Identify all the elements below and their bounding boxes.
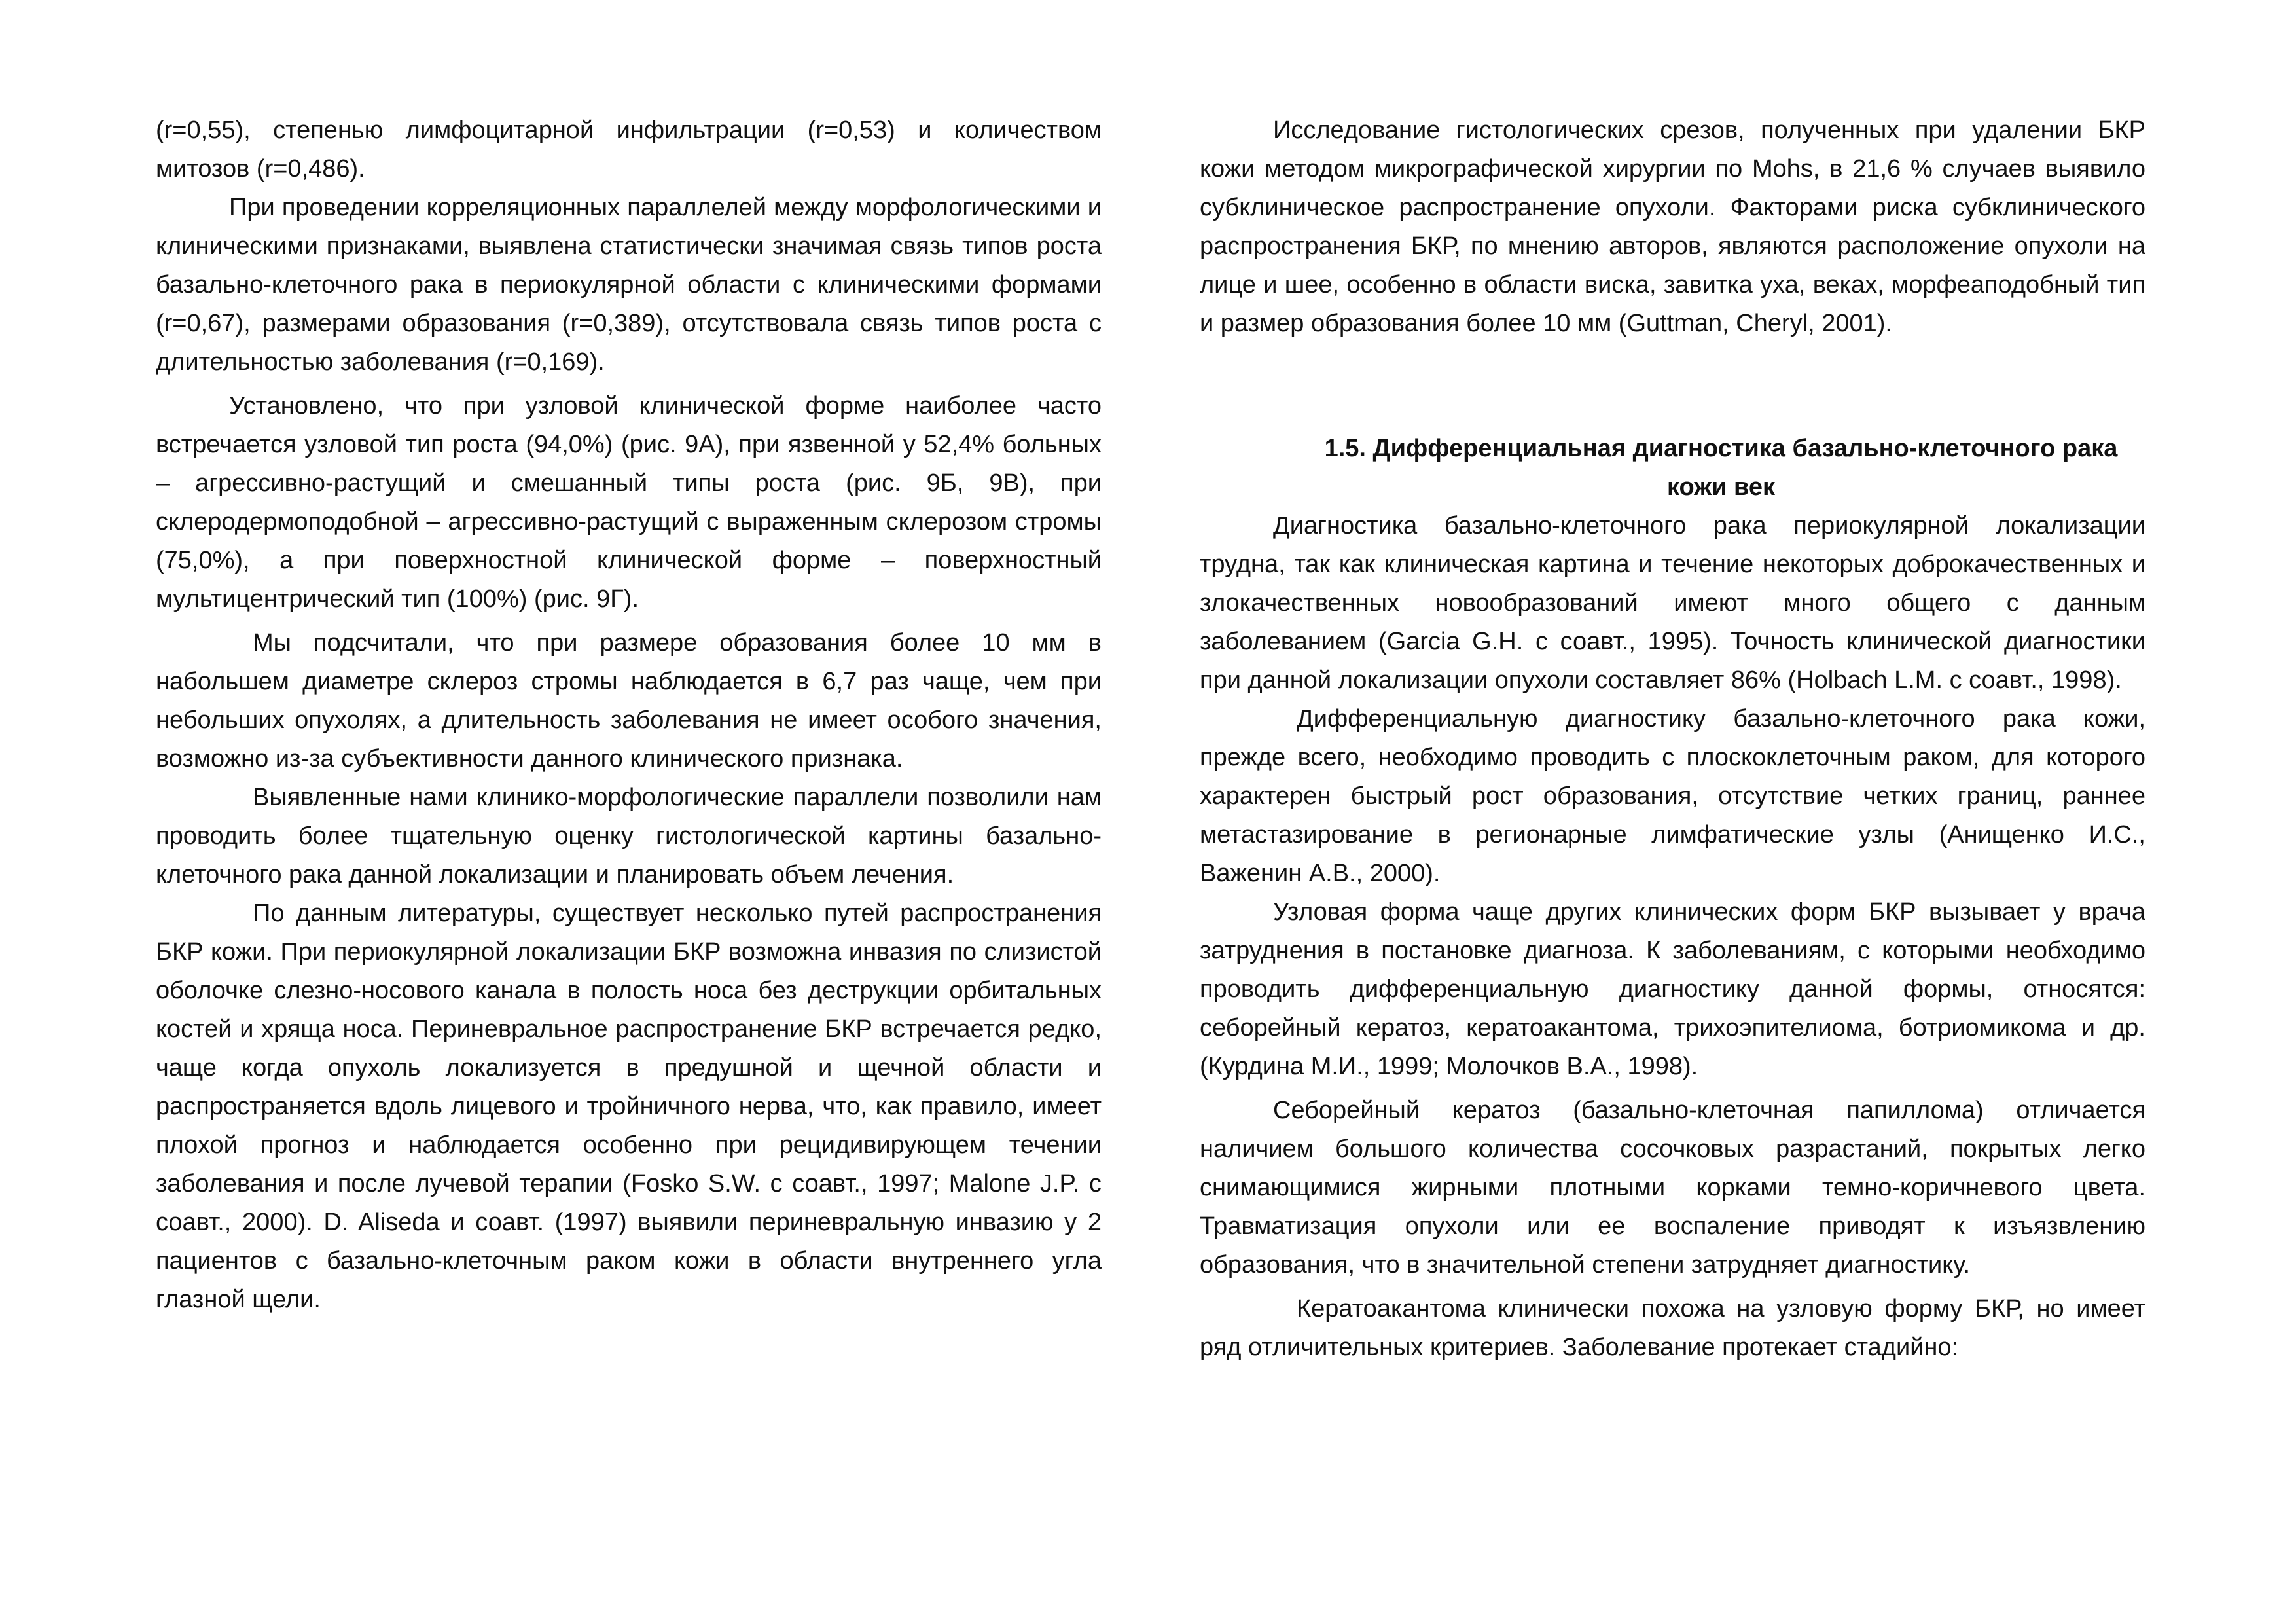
section-heading: 1.5. Дифференциальная диагностика базально-клеточного рака кожи век [1324, 435, 2118, 501]
paragraph: Выявленные нами клинико-морфологические параллели позволили нам проводить более тщательную оценку гистологической картины базально-клеточного рака данной локализации и планировать объем лечения. [156, 784, 1102, 888]
left-text-column [156, 111, 1102, 1319]
paragraph: Установлено, что при узловой клинической форме наиболее часто встречается узловой тип роста (94,0%) (рис. 9А), при язвенной у 52,4% больных – агрессивно-растущий и смешанный типы роста (рис. 9Б, 9В), при склеродермоподобной – агрессивно-растущий с выраженным склерозом стромы (75,0%), а при поверхностной клинической форме – поверхностный мультицентрический тип (100%) (рис. 9Г). [156, 392, 1102, 613]
paragraph: Кератоакантома клинически похожа на узловую форму БКР, но имеет ряд отличительных критериев. Заболевание протекает стадийно: [1200, 1295, 2145, 1361]
paragraph: Исследование гистологических срезов, полученных при удалении БКР кожи методом микрографической хирургии по Mohs, в 21,6 % случаев выявило субклиническое распространение опухоли. Факторами риска субклинического распространения БКР, по мнению авторов, являются расположение опухоли на лице и шее, особенно в области виска, завитка уха, веках, морфеаподобный тип и размер образования более 10 мм (Guttman, Cheryl, 2001). [1200, 117, 2145, 337]
paragraph: Узловая форма чаще других клинических форм БКР вызывает у врача затруднения в постановке диагноза. К заболеваниям, с которыми необходимо проводить дифференциальную диагностику данной формы, относятся: себорейный кератоз, кератоакантома, трихоэпителиома, ботриомикома и др. (Курдина М.И., 1999; Молочков В.А., 1998). [1200, 898, 2145, 1080]
paragraph: (r=0,55), степенью лимфоцитарной инфильтрации (r=0,53) и количеством митозов (r=0,486). [156, 117, 1102, 183]
paragraph: Мы подсчитали, что при размере образования более 10 мм в набольшем диаметре склероз стромы наблюдается в 6,7 раз чаще, чем при небольших опухолях, а длительность заболевания не имеет особого значения, возможно из-за субъективности данного клинического признака. [156, 629, 1102, 773]
paragraph: При проведении корреляционных параллелей между морфологическими и клиническими признаками, выявлена статистически значимая связь типов роста базально-клеточного рака в периокулярной области с клиническими формами (r=0,67), размерами образования (r=0,389), отсутствовала связь типов роста с длительностью заболевания (r=0,169). [156, 194, 1102, 376]
paragraph: Себорейный кератоз (базально-клеточная папиллома) отличается наличием большого количества сосочковых разрастаний, покрытых легко снимающимися жирными плотными корками темно-коричневого цвета. Травматизация опухоли или ее воспаление приводят к изъязвлению образования, что в значительной степени затрудняет диагностику. [1200, 1097, 2145, 1279]
paragraph: Диагностика базально-клеточного рака периокулярной локализации трудна, так как клиническая картина и течение некоторых доброкачественных и злокачественных новообразований имеют много общего с данным заболеванием (Garcia G.H. с соавт., 1995). Точность клинической диагностики при данной локализации опухоли составляет 86% (Holbach L.M. с соавт., 1998). [1200, 512, 2145, 694]
right-text-column [1200, 111, 2145, 1367]
paragraph: По данным литературы, существует несколько путей распространения БКР кожи. При периокулярной локализации БКР возможна инвазия по слизистой оболочке слезно-носового канала в полость носа без деструкции орбитальных костей и хряща носа. Периневральное распространение БКР встречается редко, чаще когда опухоль локализуется в предушной и щечной области и распространяется вдоль лицевого и тройничного нерва, что, как правило, имеет плохой прогноз и наблюдается особенно при рецидивирующем течении заболевания и после лучевой терапии (Fosko S.W. с соавт., 1997; Malone J.P. с соавт., 2000). D. Aliseda и соавт. (1997) выявили периневральную инвазию у 2 пациентов с базально-клеточным раком кожи в области внутреннего угла глазной щели. [156, 900, 1102, 1313]
paragraph: Дифференциальную диагностику базально-клеточного рака кожи, прежде всего, необходимо проводить с плоскоклеточным раком, для которого характерен быстрый рост образования, отсутствие четких границ, раннее метастазирование в регионарные лимфатические узлы (Анищенко И.С., Важенин А.В., 2000). [1200, 705, 2145, 887]
